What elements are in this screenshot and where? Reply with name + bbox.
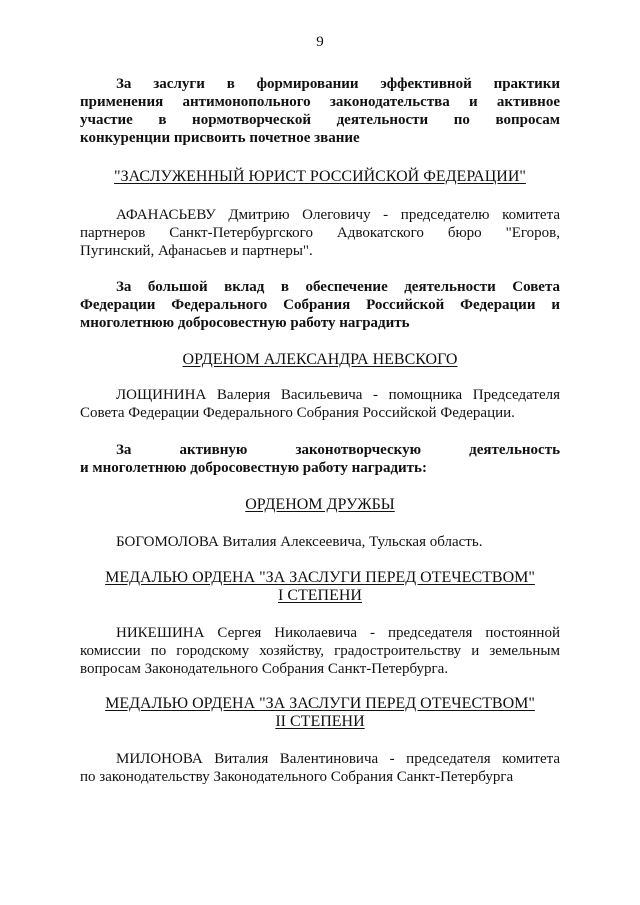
award-intro-3 bbox=[80, 441, 560, 477]
text-line: Пугинский, Афанасьев и партнеры". bbox=[80, 243, 313, 259]
award-title-line bbox=[80, 713, 560, 731]
text-line: АФАНАСЬЕВУ Дмитрию Олеговичу - председателю комитета bbox=[116, 207, 560, 223]
text-line: применения антимонопольного законодательства и активное bbox=[80, 94, 560, 110]
text-line: и многолетнюю добросовестную работу наградить: bbox=[80, 460, 427, 476]
award-title-line bbox=[80, 569, 560, 587]
award-title-line bbox=[80, 695, 560, 713]
text-line: партнеров Санкт-Петербургского Адвокатского бюро "Егоров, bbox=[80, 225, 560, 241]
award-title-text: ОРДЕНОМ АЛЕКСАНДРА НЕВСКОГО bbox=[182, 351, 458, 368]
text-line: За активную законотворческую деятельность bbox=[116, 442, 560, 458]
award-title-4 bbox=[80, 569, 560, 605]
text-line: МИЛОНОВА Виталия Валентиновича - председателя комитета bbox=[116, 751, 560, 767]
text-line: вопросам Законодательного Собрания Санкт-Петербурга. bbox=[80, 661, 449, 677]
award-title-3 bbox=[80, 496, 560, 514]
text-line: БОГОМОЛОВА Виталия Алексеевича, Тульская область. bbox=[116, 534, 483, 550]
award-title-text: "ЗАСЛУЖЕННЫЙ ЮРИСТ РОССИЙСКОЙ ФЕДЕРАЦИИ" bbox=[114, 168, 526, 185]
page-number: 9 bbox=[316, 34, 324, 50]
award-title-2 bbox=[80, 351, 560, 369]
text-line: участие в нормотворческой деятельности по вопросам bbox=[80, 112, 560, 128]
text-line: За заслуги в формировании эффективной практики bbox=[116, 76, 560, 92]
text-line: комиссии по городскому хозяйству, градостроительству и земельным bbox=[80, 643, 560, 659]
awardee-1 bbox=[80, 206, 560, 260]
award-title-text: МЕДАЛЬЮ ОРДЕНА "ЗА ЗАСЛУГИ ПЕРЕД ОТЕЧЕСТВОМ" bbox=[105, 695, 535, 712]
text-line: ЛОЩИНИНА Валерия Васильевича - помощника Председателя bbox=[116, 387, 560, 403]
text-line: конкуренции присвоить почетное звание bbox=[80, 130, 360, 146]
awardee-5 bbox=[80, 750, 560, 786]
text-line: по законодательству Законодательного Собрания Санкт-Петербурга bbox=[80, 769, 514, 785]
text-line: Федерации Федерального Собрания Российской Федерации и bbox=[80, 297, 560, 313]
awardee-2 bbox=[80, 386, 560, 422]
award-intro-2 bbox=[80, 278, 560, 332]
award-title-line bbox=[80, 587, 560, 605]
award-title-text: I СТЕПЕНИ bbox=[278, 587, 362, 604]
award-title-text: МЕДАЛЬЮ ОРДЕНА "ЗА ЗАСЛУГИ ПЕРЕД ОТЕЧЕСТВОМ" bbox=[105, 569, 535, 586]
award-intro-1 bbox=[80, 75, 560, 147]
text-line: За большой вклад в обеспечение деятельности Совета bbox=[116, 279, 560, 295]
text-line: Совета Федерации Федерального Собрания Российской Федерации. bbox=[80, 405, 515, 421]
award-title-1 bbox=[80, 168, 560, 186]
award-title-text: II СТЕПЕНИ bbox=[275, 713, 365, 730]
awardee-4 bbox=[80, 624, 560, 678]
award-title-text: ОРДЕНОМ ДРУЖБЫ bbox=[245, 496, 395, 513]
text-line: многолетнюю добросовестную работу наградить bbox=[80, 315, 410, 331]
award-title-5 bbox=[80, 695, 560, 731]
text-line: НИКЕШИНА Сергея Николаевича - председателя постоянной bbox=[116, 625, 560, 641]
awardee-3 bbox=[80, 533, 560, 551]
